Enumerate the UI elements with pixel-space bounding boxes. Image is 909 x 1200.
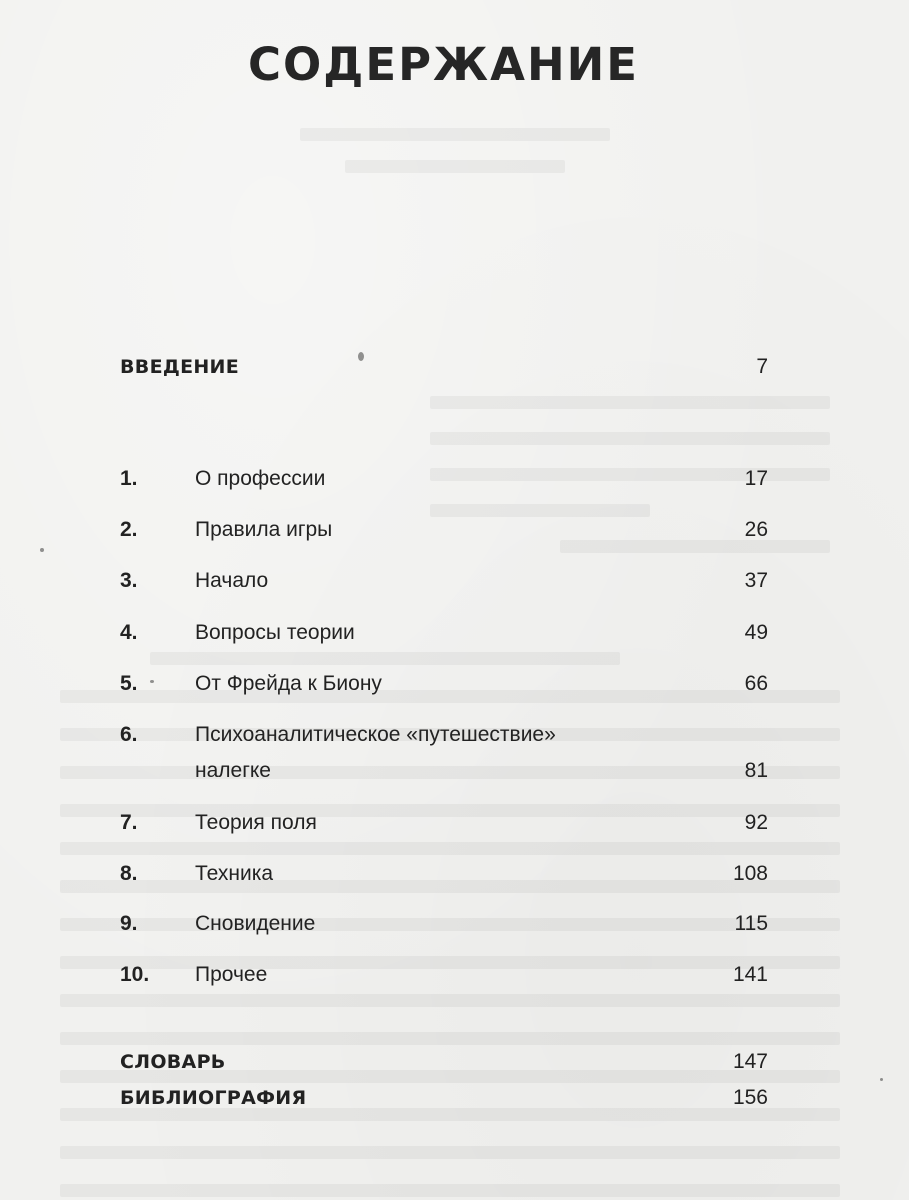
paper-speck bbox=[40, 548, 44, 552]
chapter-title: Правила игры bbox=[195, 518, 333, 541]
chapter-number: 6. bbox=[120, 723, 138, 746]
chapter-title: Начало bbox=[195, 569, 269, 592]
chapter-number: 3. bbox=[120, 569, 138, 592]
chapter-number: 9. bbox=[120, 912, 138, 935]
chapter-page: 108 bbox=[732, 862, 768, 885]
chapter-title: От Фрейда к Биону bbox=[195, 672, 382, 695]
chapter-page: 66 bbox=[744, 672, 768, 695]
chapter-page: 17 bbox=[744, 467, 768, 490]
chapter-number: 4. bbox=[120, 621, 138, 644]
chapter-title: Психоаналитическое «путешествие» bbox=[195, 723, 556, 746]
toc-glossary-page: 147 bbox=[732, 1050, 768, 1073]
toc-bibliography-label: БИБЛИОГРАФИЯ bbox=[120, 1087, 307, 1109]
toc-glossary-label: СЛОВАРЬ bbox=[120, 1051, 226, 1073]
chapter-page: 115 bbox=[734, 912, 768, 935]
chapter-page: 141 bbox=[732, 963, 768, 986]
paper-speck bbox=[150, 680, 154, 683]
chapter-title: Сновидение bbox=[195, 912, 316, 935]
chapter-title: Теория поля bbox=[195, 811, 317, 834]
paper-speck bbox=[358, 352, 364, 361]
chapter-title: О профессии bbox=[195, 467, 326, 490]
chapter-title: Вопросы теории bbox=[195, 621, 355, 644]
chapter-number: 8. bbox=[120, 862, 138, 885]
chapter-title: Прочее bbox=[195, 963, 268, 986]
chapter-number: 7. bbox=[120, 811, 138, 834]
toc-intro-page: 7 bbox=[756, 355, 768, 378]
toc-intro-label: ВВЕДЕНИЕ bbox=[120, 356, 240, 378]
chapter-title: Техника bbox=[195, 862, 274, 885]
chapter-page: 26 bbox=[744, 518, 768, 541]
chapter-number: 2. bbox=[120, 518, 138, 541]
chapter-number: 5. bbox=[120, 672, 138, 695]
toc-bibliography-page: 156 bbox=[732, 1086, 768, 1109]
chapter-title-continuation: налегке bbox=[195, 759, 271, 782]
chapter-number: 10. bbox=[120, 963, 150, 986]
chapter-page: 49 bbox=[744, 621, 768, 644]
page-title: СОДЕРЖАНИЕ bbox=[247, 38, 640, 91]
chapter-number: 1. bbox=[120, 467, 138, 490]
paper-speck bbox=[880, 1078, 883, 1081]
chapter-page: 37 bbox=[744, 569, 768, 592]
chapter-page: 92 bbox=[744, 811, 768, 834]
chapter-page: 81 bbox=[744, 759, 768, 782]
